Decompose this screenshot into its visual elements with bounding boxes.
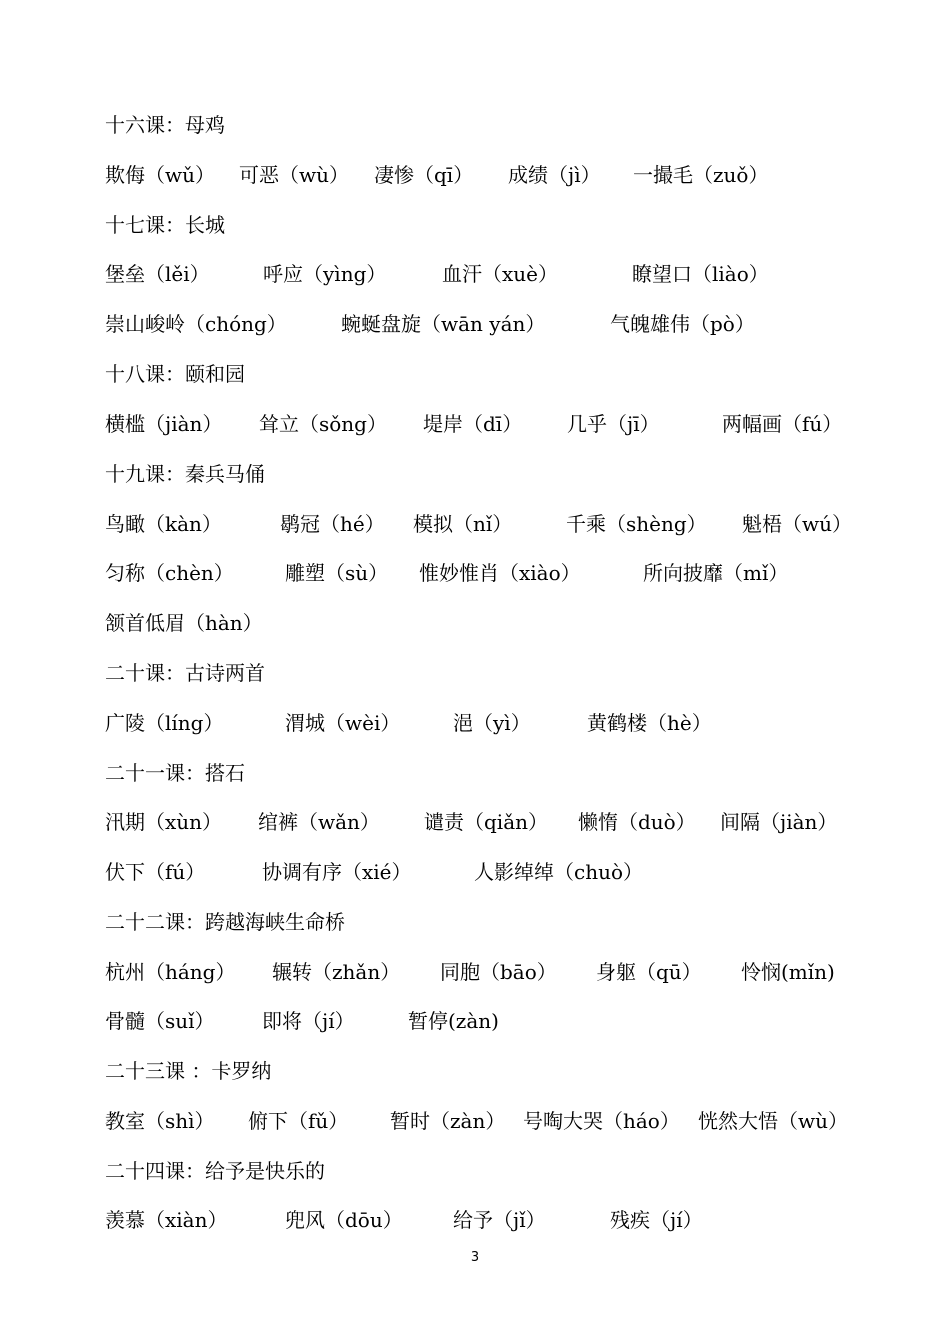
vocab-item: 懒惰（duò） (578, 810, 696, 834)
vocab-item: 教室（shì） (105, 1109, 215, 1133)
vocab-row (105, 857, 865, 887)
vocab-item: 几乎（jī） (567, 412, 660, 436)
vocab-item: 给予（jǐ） (453, 1208, 546, 1232)
vocab-item: 雕塑（sù） (285, 561, 389, 585)
lesson-heading: 十七课：长城 (105, 213, 225, 237)
vocab-item: 可恶（wù） (239, 163, 349, 187)
lesson-heading: 十六课：母鸡 (105, 113, 225, 137)
vocab-item: 堤岸（dī） (423, 412, 523, 436)
vocab-item: 绾裤（wǎn） (258, 810, 380, 834)
vocab-item: 同胞（bāo） (440, 960, 557, 984)
vocab-row (105, 708, 865, 738)
vocab-item: 辗转（zhǎn） (272, 960, 401, 984)
vocab-item: 血汗（xuè） (442, 262, 558, 286)
vocab-item: 一撮毛（zuǒ） (633, 163, 769, 187)
vocab-item: 匀称（chèn） (105, 561, 234, 585)
vocab-row (105, 957, 865, 987)
vocab-row (105, 608, 865, 638)
vocab-item: 成绩（jì） (508, 163, 601, 187)
vocab-item: 暂停(zàn) (408, 1009, 499, 1033)
vocab-item: 渭城（wèi） (285, 711, 401, 735)
lesson-heading: 十八课：颐和园 (105, 362, 245, 386)
vocab-item: 怜悯(mǐn) (741, 960, 835, 984)
vocab-item: 黄鹤楼（hè） (587, 711, 712, 735)
lesson-heading: 二十课：古诗两首 (105, 661, 265, 685)
vocab-item: 呼应（yìng） (263, 262, 387, 286)
lesson-heading: 二十四课：给予是快乐的 (105, 1159, 325, 1183)
vocab-item: 气魄雄伟（pò） (610, 312, 755, 336)
vocab-item: 羡慕（xiàn） (105, 1208, 228, 1232)
lesson-heading: 二十二课：跨越海峡生命桥 (105, 910, 345, 934)
vocab-item: 崇山峻岭（chóng） (105, 312, 287, 336)
vocab-row (105, 1006, 865, 1036)
vocab-item: 即将（jí） (262, 1009, 355, 1033)
vocab-item: 模拟（nǐ） (413, 512, 513, 536)
vocab-item: 颔首低眉（hàn） (105, 611, 263, 635)
vocab-item: 恍然大悟（wù） (698, 1109, 848, 1133)
vocab-item: 魁梧（wú） (742, 512, 852, 536)
vocab-item: 骨髓（suǐ） (105, 1009, 215, 1033)
vocab-item: 号啕大哭（háo） (523, 1109, 680, 1133)
lesson-heading: 十九课：秦兵马俑 (105, 462, 265, 486)
lesson-heading: 二十一课：搭石 (105, 761, 245, 785)
vocab-item: 广陵（líng） (105, 711, 224, 735)
vocab-item: 残疾（jí） (610, 1208, 703, 1232)
vocab-item: 身躯（qū） (596, 960, 702, 984)
lesson-heading: 二十三课 ：卡罗纳 (105, 1059, 272, 1083)
vocab-row (105, 807, 865, 837)
vocab-row (105, 309, 865, 339)
vocab-row (105, 1106, 865, 1136)
vocab-item: 兜风（dōu） (285, 1208, 403, 1232)
vocab-item: 横槛（jiàn） (105, 412, 223, 436)
vocab-item: 鸟瞰（kàn） (105, 512, 222, 536)
vocab-row (105, 509, 865, 539)
vocab-row (105, 1205, 865, 1235)
vocab-item: 俯下（fǔ） (248, 1109, 349, 1133)
vocab-item: 杭州（háng） (105, 960, 236, 984)
vocab-item: 瞭望口（liào） (632, 262, 769, 286)
vocab-row (105, 160, 865, 190)
vocab-item: 汛期（xùn） (105, 810, 223, 834)
vocab-item: 间隔（jiàn） (720, 810, 838, 834)
vocab-item: 蜿蜒盘旋（wān yán） (341, 312, 546, 336)
vocab-item: 协调有序（xié） (262, 860, 412, 884)
vocab-item: 谴责（qiǎn） (424, 810, 549, 834)
vocab-item: 人影绰绰（chuò） (474, 860, 644, 884)
vocab-item: 所向披靡（mǐ） (643, 561, 789, 585)
vocab-item: 浥（yì） (453, 711, 531, 735)
vocab-item: 堡垒（lěi） (105, 262, 210, 286)
vocab-item: 伏下（fú） (105, 860, 206, 884)
vocab-item: 千乘（shèng） (566, 512, 707, 536)
vocab-item: 凄惨（qī） (374, 163, 474, 187)
vocab-row (105, 558, 865, 588)
vocab-item: 两幅画（fú） (722, 412, 843, 436)
vocab-item: 鹖冠（hé） (280, 512, 385, 536)
page-number: 3 (470, 1250, 480, 1265)
vocab-item: 欺侮（wǔ） (105, 163, 215, 187)
vocab-item: 惟妙惟肖（xiào） (419, 561, 581, 585)
vocab-item: 暂时（zàn） (390, 1109, 506, 1133)
vocab-row (105, 409, 865, 439)
vocab-item: 耸立（sǒng） (259, 412, 387, 436)
vocab-row (105, 259, 865, 289)
